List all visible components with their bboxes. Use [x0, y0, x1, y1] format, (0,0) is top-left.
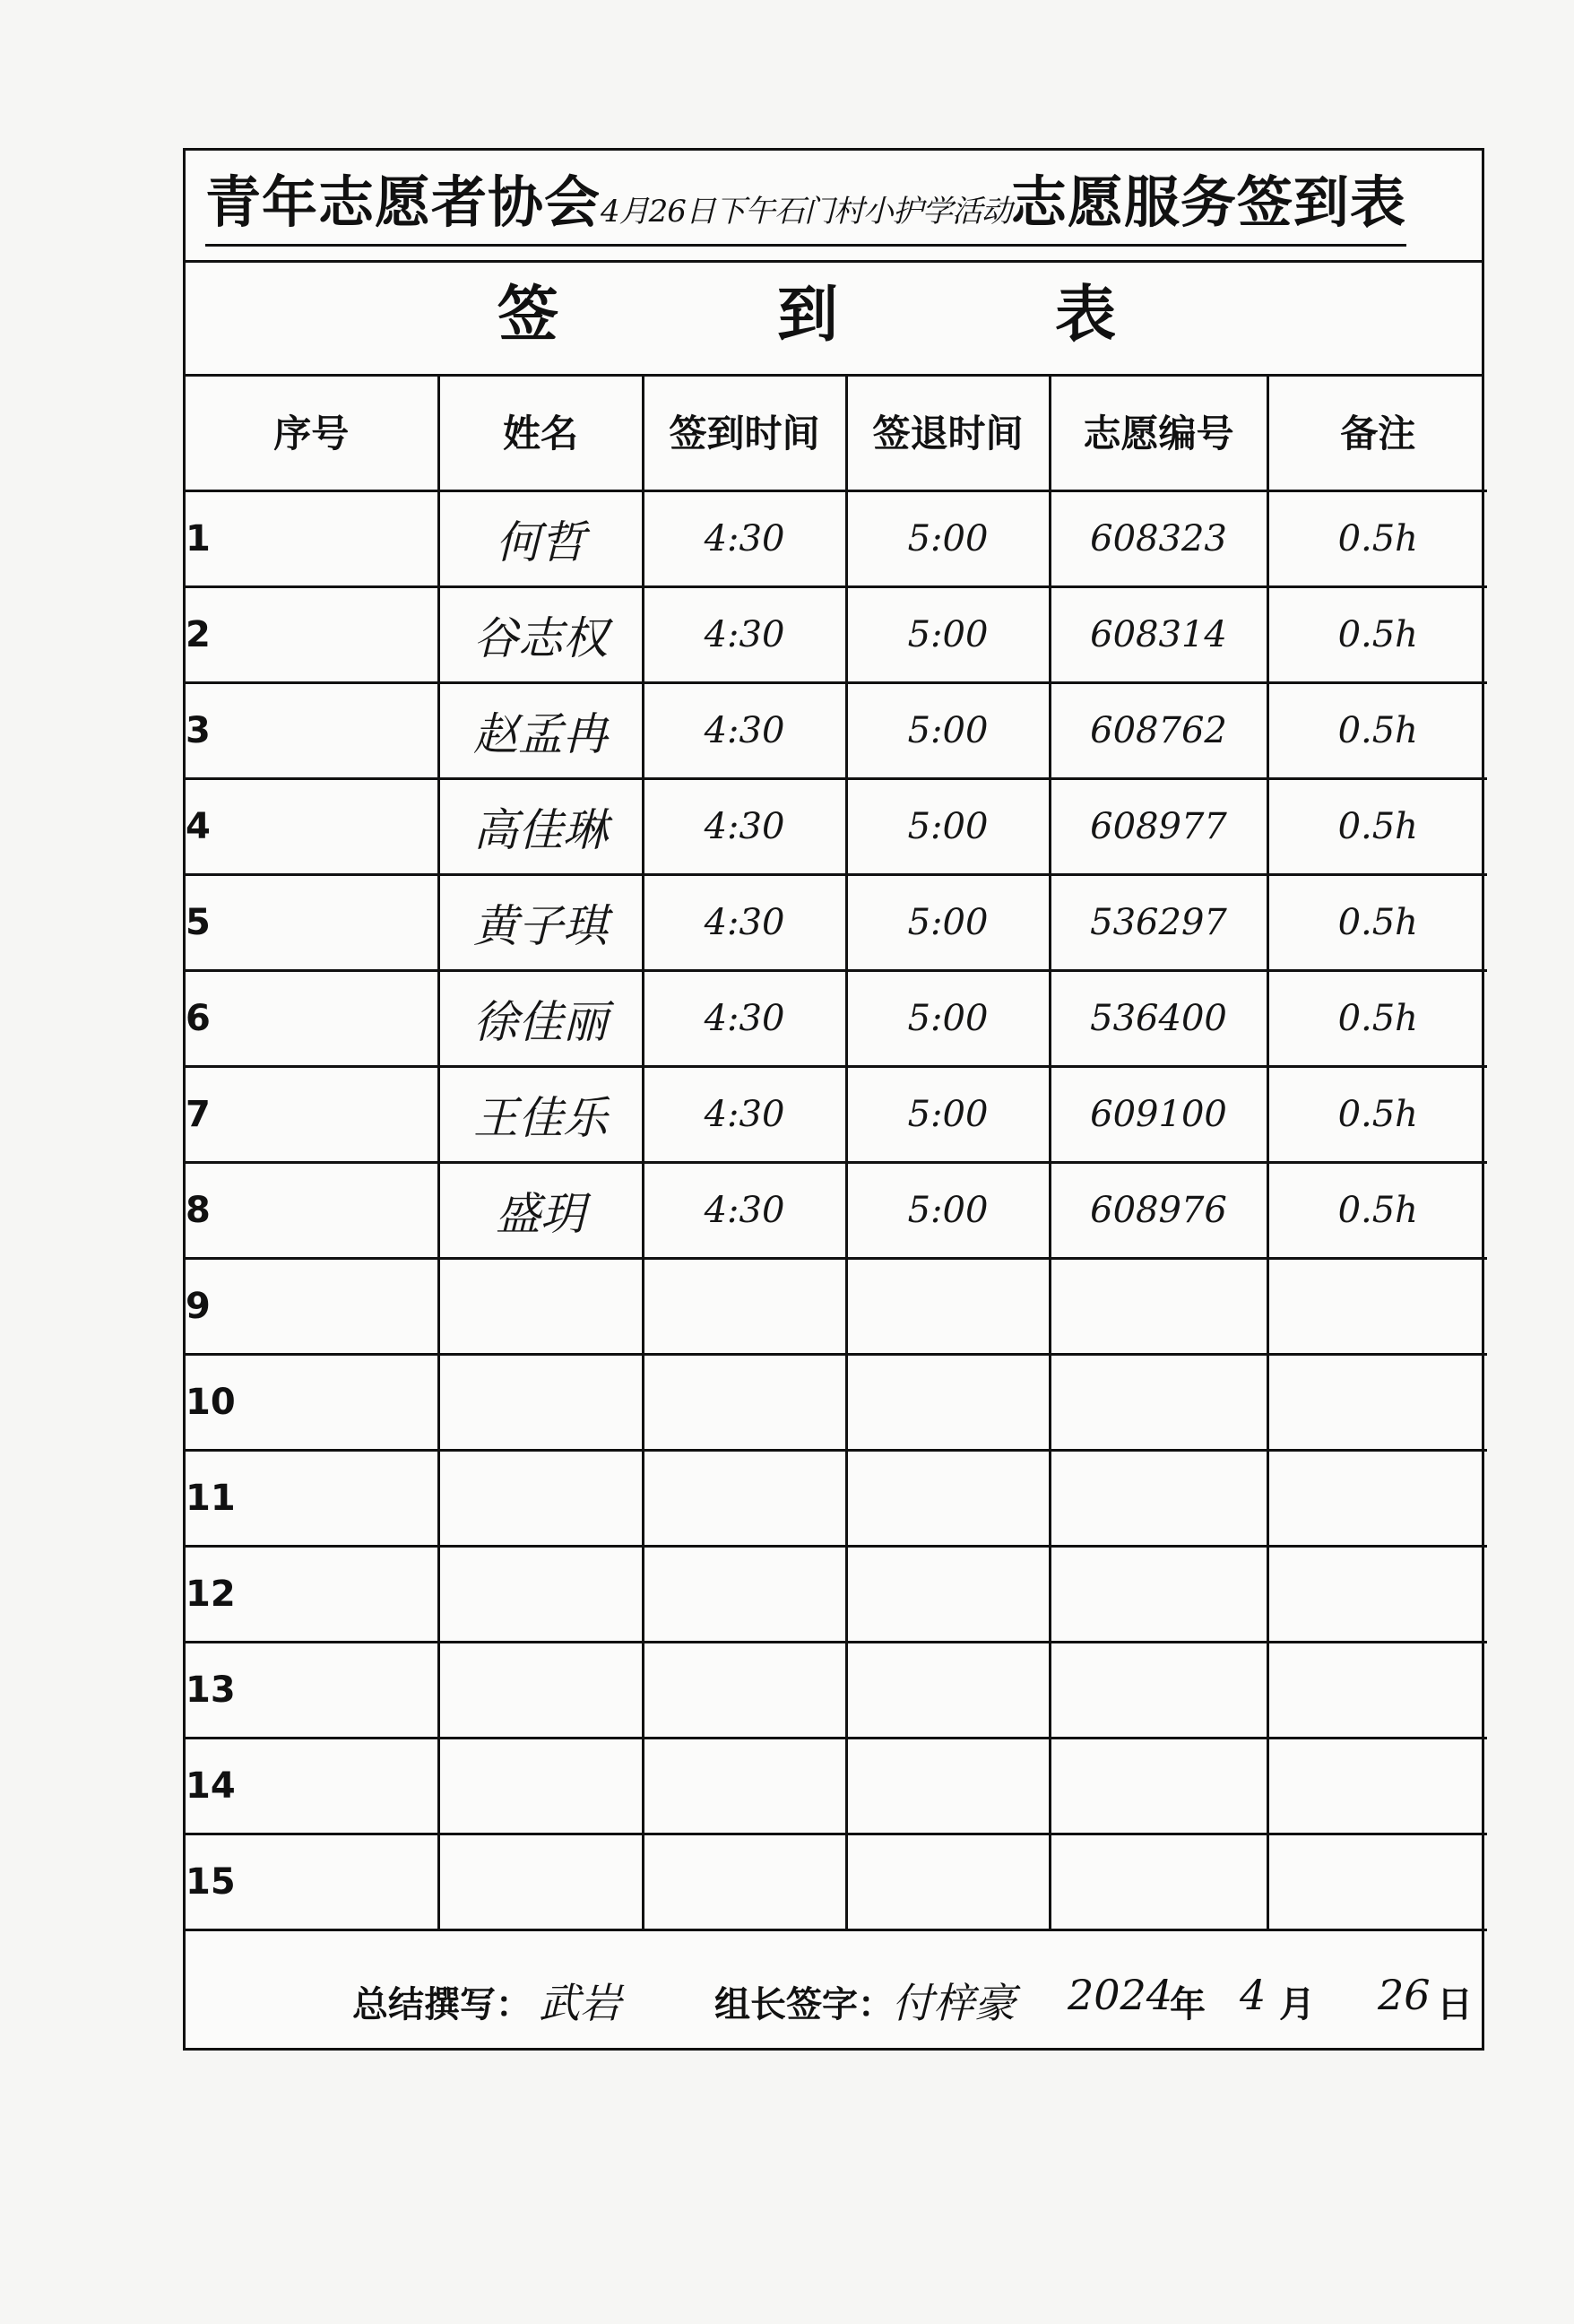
cell-note: 0.5h: [1267, 682, 1487, 778]
cell-volunteer-id: [1050, 1354, 1267, 1450]
sign-in-sheet: [183, 148, 1484, 2051]
summary-writer-signature: 武岩: [539, 1979, 621, 2027]
cell-signout-time: 5:00: [846, 970, 1050, 1066]
row-number: 4: [186, 778, 438, 874]
table-row: [186, 586, 1487, 682]
cell-volunteer-id: 608976: [1050, 1162, 1267, 1258]
cell-note: [1267, 1642, 1487, 1738]
table-row: [186, 1738, 1487, 1834]
date-day-value: 26: [1378, 1971, 1431, 2019]
cell-signout-time: 5:00: [846, 1066, 1050, 1162]
cell-signout-time: 5:00: [846, 586, 1050, 682]
cell-name: [438, 1834, 643, 1929]
cell-signout-time: [846, 1258, 1050, 1354]
col-header-no: 序号: [186, 374, 438, 490]
cell-name: 盛玥: [438, 1162, 643, 1258]
subtitle-char-1: 签: [497, 280, 559, 351]
cell-signin-time: 4:30: [643, 778, 846, 874]
table-row: [186, 1066, 1487, 1162]
row-number: 5: [186, 874, 438, 970]
table-row: [186, 970, 1487, 1066]
cell-name: [438, 1642, 643, 1738]
table-row: [186, 1258, 1487, 1354]
cell-volunteer-id: [1050, 1546, 1267, 1642]
row-number: 8: [186, 1162, 438, 1258]
table-row: [186, 778, 1487, 874]
cell-name: 徐佳丽: [438, 970, 643, 1066]
row-number: 6: [186, 970, 438, 1066]
cell-volunteer-id: 608977: [1050, 778, 1267, 874]
cell-note: [1267, 1450, 1487, 1546]
table-row: [186, 1162, 1487, 1258]
cell-volunteer-id: 609100: [1050, 1066, 1267, 1162]
cell-signin-time: [643, 1738, 846, 1834]
subtitle-char-3: 表: [1055, 280, 1117, 351]
footer-row: [186, 1949, 1482, 2048]
table-row: [186, 874, 1487, 970]
date-month-label: 月: [1279, 1984, 1315, 2025]
cell-name: 高佳琳: [438, 778, 643, 874]
cell-note: [1267, 1258, 1487, 1354]
cell-signin-time: [643, 1354, 846, 1450]
sign-in-table: [186, 374, 1487, 1931]
cell-signin-time: [643, 1642, 846, 1738]
col-header-name: 姓名: [438, 374, 643, 490]
cell-signout-time: [846, 1738, 1050, 1834]
cell-signin-time: 4:30: [643, 586, 846, 682]
title-suffix: 志愿服务签到表: [1010, 169, 1406, 235]
cell-signout-time: 5:00: [846, 778, 1050, 874]
row-number: 15: [186, 1834, 438, 1929]
date-day-label: 日: [1437, 1984, 1473, 2025]
cell-name: [438, 1258, 643, 1354]
cell-name: [438, 1354, 643, 1450]
table-row: [186, 1642, 1487, 1738]
cell-note: 0.5h: [1267, 874, 1487, 970]
row-number: 3: [186, 682, 438, 778]
cell-signin-time: 4:30: [643, 970, 846, 1066]
date-month-value: 4: [1240, 1971, 1267, 2019]
group-leader-label: 组长签字：: [714, 1984, 894, 2025]
cell-note: [1267, 1354, 1487, 1450]
row-number: 13: [186, 1642, 438, 1738]
cell-note: 0.5h: [1267, 970, 1487, 1066]
row-number: 9: [186, 1258, 438, 1354]
cell-note: 0.5h: [1267, 1066, 1487, 1162]
cell-signin-time: 4:30: [643, 682, 846, 778]
cell-volunteer-id: 536400: [1050, 970, 1267, 1066]
col-header-volunteer-id: 志愿编号: [1050, 374, 1267, 490]
cell-note: [1267, 1738, 1487, 1834]
row-number: 10: [186, 1354, 438, 1450]
title-handwritten-activity: 4月26日下午石门村小护学活动: [601, 194, 1011, 230]
group-leader-signature: 付梓豪: [892, 1979, 1016, 2027]
cell-volunteer-id: 608314: [1050, 586, 1267, 682]
cell-signin-time: [643, 1546, 846, 1642]
cell-signout-time: [846, 1450, 1050, 1546]
cell-name: [438, 1546, 643, 1642]
cell-note: [1267, 1834, 1487, 1929]
cell-signin-time: [643, 1258, 846, 1354]
cell-name: 黄子琪: [438, 874, 643, 970]
cell-signout-time: 5:00: [846, 490, 1050, 586]
cell-name: 谷志权: [438, 586, 643, 682]
cell-signout-time: [846, 1546, 1050, 1642]
table-row: [186, 1450, 1487, 1546]
cell-note: 0.5h: [1267, 1162, 1487, 1258]
table-row: [186, 1546, 1487, 1642]
sheet-title: [205, 170, 1406, 247]
title-prefix: 青年志愿者协会: [205, 169, 601, 235]
cell-note: 0.5h: [1267, 490, 1487, 586]
table-row: [186, 1834, 1487, 1929]
col-header-note: 备注: [1267, 374, 1487, 490]
row-number: 1: [186, 490, 438, 586]
cell-volunteer-id: [1050, 1834, 1267, 1929]
cell-volunteer-id: 536297: [1050, 874, 1267, 970]
cell-name: 何哲: [438, 490, 643, 586]
date-year-label: 年: [1170, 1984, 1206, 2025]
summary-writer-label: 总结撰写：: [352, 1984, 532, 2025]
cell-volunteer-id: [1050, 1738, 1267, 1834]
cell-volunteer-id: 608323: [1050, 490, 1267, 586]
cell-note: [1267, 1546, 1487, 1642]
cell-name: [438, 1450, 643, 1546]
cell-name: 王佳乐: [438, 1066, 643, 1162]
cell-signout-time: [846, 1642, 1050, 1738]
cell-signin-time: [643, 1450, 846, 1546]
table-header-row: [186, 374, 1487, 490]
cell-signin-time: 4:30: [643, 490, 846, 586]
cell-note: 0.5h: [1267, 586, 1487, 682]
cell-volunteer-id: 608762: [1050, 682, 1267, 778]
table-row: [186, 1354, 1487, 1450]
col-header-signin-time: 签到时间: [643, 374, 846, 490]
row-number: 2: [186, 586, 438, 682]
cell-note: 0.5h: [1267, 778, 1487, 874]
cell-volunteer-id: [1050, 1258, 1267, 1354]
subtitle-row: [186, 260, 1482, 377]
cell-name: [438, 1738, 643, 1834]
cell-signout-time: 5:00: [846, 1162, 1050, 1258]
cell-signin-time: 4:30: [643, 874, 846, 970]
cell-signin-time: [643, 1834, 846, 1929]
col-header-signout-time: 签退时间: [846, 374, 1050, 490]
table-row: [186, 490, 1487, 586]
cell-signin-time: 4:30: [643, 1066, 846, 1162]
cell-signout-time: 5:00: [846, 682, 1050, 778]
row-number: 14: [186, 1738, 438, 1834]
date-year-value: 2024: [1068, 1971, 1173, 2019]
row-number: 7: [186, 1066, 438, 1162]
cell-signout-time: 5:00: [846, 874, 1050, 970]
cell-volunteer-id: [1050, 1450, 1267, 1546]
row-number: 12: [186, 1546, 438, 1642]
cell-name: 赵孟冉: [438, 682, 643, 778]
cell-signout-time: [846, 1354, 1050, 1450]
cell-volunteer-id: [1050, 1642, 1267, 1738]
subtitle-char-2: 到: [777, 280, 839, 351]
cell-signout-time: [846, 1834, 1050, 1929]
cell-signin-time: 4:30: [643, 1162, 846, 1258]
row-number: 11: [186, 1450, 438, 1546]
title-row: [186, 151, 1482, 263]
table-row: [186, 682, 1487, 778]
